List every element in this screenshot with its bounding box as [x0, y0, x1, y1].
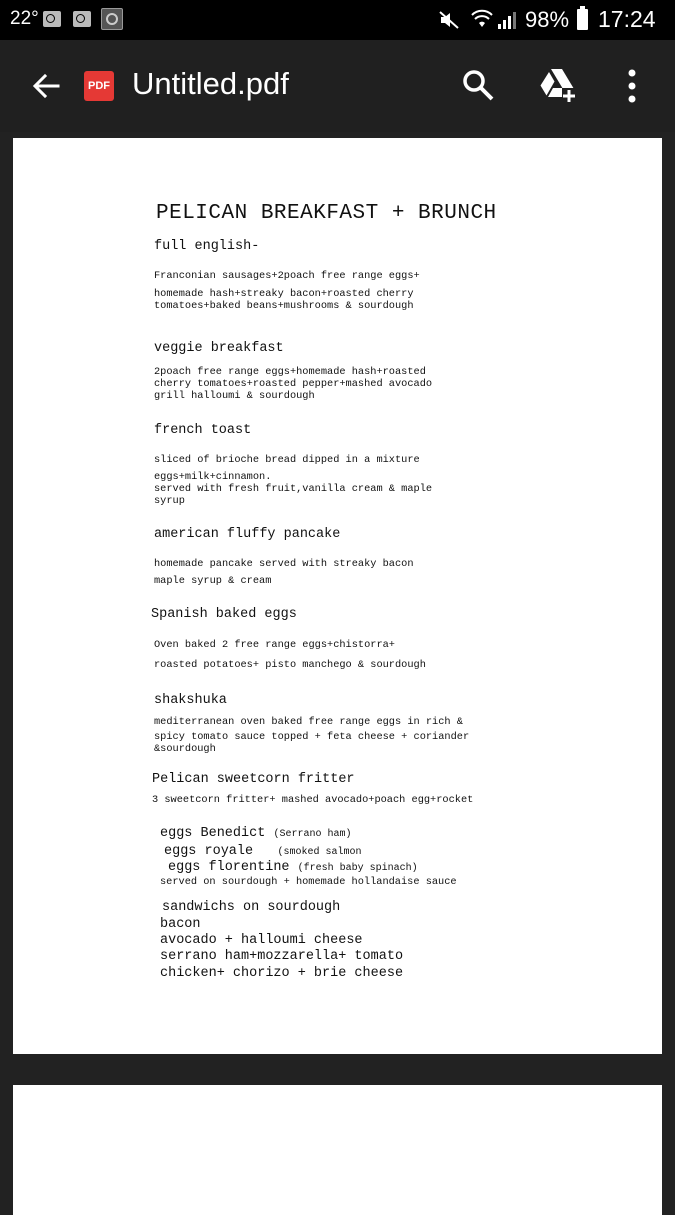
menu-title: PELICAN BREAKFAST + BRUNCH [156, 202, 497, 225]
section-line: sliced of brioche bread dipped in a mixture [154, 454, 420, 466]
section-line: roasted potatoes+ pisto manchego & sourdough [154, 659, 426, 671]
wifi-icon [471, 9, 493, 29]
search-icon[interactable] [460, 67, 496, 103]
section-line: homemade hash+streaky bacon+roasted cherry [154, 288, 414, 300]
document-title: Untitled.pdf [132, 66, 289, 101]
add-to-drive-icon[interactable] [537, 66, 577, 104]
status-bar [0, 0, 675, 40]
sandwich-item: chicken+ chorizo + brie cheese [160, 966, 404, 981]
back-arrow-icon[interactable] [30, 70, 62, 102]
section-line: 2poach free range eggs+homemade hash+roasted [154, 366, 426, 378]
app-bar [0, 40, 675, 132]
pdf-viewer[interactable] [0, 132, 675, 1200]
section-line: &sourdough [154, 743, 216, 755]
more-options-icon[interactable] [620, 66, 644, 106]
section-heading: Spanish baked eggs [151, 607, 297, 622]
section-heading: french toast [154, 423, 252, 438]
section-heading: veggie breakfast [154, 341, 284, 356]
battery-icon [577, 9, 588, 30]
pdf-page-2 [13, 1085, 662, 1215]
clock: 17:24 [598, 6, 656, 32]
eggs-benedict: eggs Benedict (Serrano ham) [160, 826, 352, 841]
section-heading: american fluffy pancake [154, 527, 341, 542]
section-line: cherry tomatoes+roasted pepper+mashed avocado [154, 378, 433, 390]
mute-icon [438, 10, 460, 30]
sandwich-item: bacon [160, 917, 201, 932]
signal-icon [497, 10, 517, 30]
section-line: 3 sweetcorn fritter+ mashed avocado+poach egg+rocket [152, 794, 474, 806]
section-line: tomatoes+baked beans+mushrooms & sourdough [154, 300, 414, 312]
eggs-florentine: eggs florentine (fresh baby spinach) [168, 860, 418, 875]
outlook-icon [43, 11, 61, 27]
battery-percentage: 98% [525, 7, 570, 32]
pdf-file-icon: PDF [84, 71, 114, 101]
outlook-icon [73, 11, 91, 27]
eggs-royale: eggs royale (smoked salmon [164, 844, 362, 859]
section-line: eggs+milk+cinnamon. [154, 471, 272, 483]
section-line: Franconian sausages+2poach free range eggs+ [154, 270, 420, 282]
section-heading: shakshuka [154, 693, 227, 708]
section-line: syrup [154, 495, 185, 507]
pdf-page [13, 138, 662, 1054]
sandwich-item: serrano ham+mozzarella+ tomato [160, 949, 404, 964]
section-line: served with fresh fruit,vanilla cream & maple [154, 483, 433, 495]
app-notification-icon [101, 8, 123, 30]
section-line: Oven baked 2 free range eggs+chistorra+ [154, 639, 395, 651]
section-line: grill halloumi & sourdough [154, 390, 315, 402]
eggs-served-line: served on sourdough + homemade hollandaise sauce [160, 876, 457, 888]
section-heading: Pelican sweetcorn fritter [152, 772, 355, 787]
temperature: 22° [10, 8, 39, 29]
section-line: maple syrup & cream [154, 575, 272, 587]
section-line: homemade pancake served with streaky bacon [154, 558, 414, 570]
section-heading: full english- [154, 239, 260, 254]
section-heading: sandwichs on sourdough [162, 900, 341, 915]
sandwich-item: avocado + halloumi cheese [160, 933, 363, 948]
section-line: spicy tomato sauce topped + feta cheese + coriander [154, 731, 470, 743]
section-line: mediterranean oven baked free range eggs in rich & [154, 716, 463, 728]
